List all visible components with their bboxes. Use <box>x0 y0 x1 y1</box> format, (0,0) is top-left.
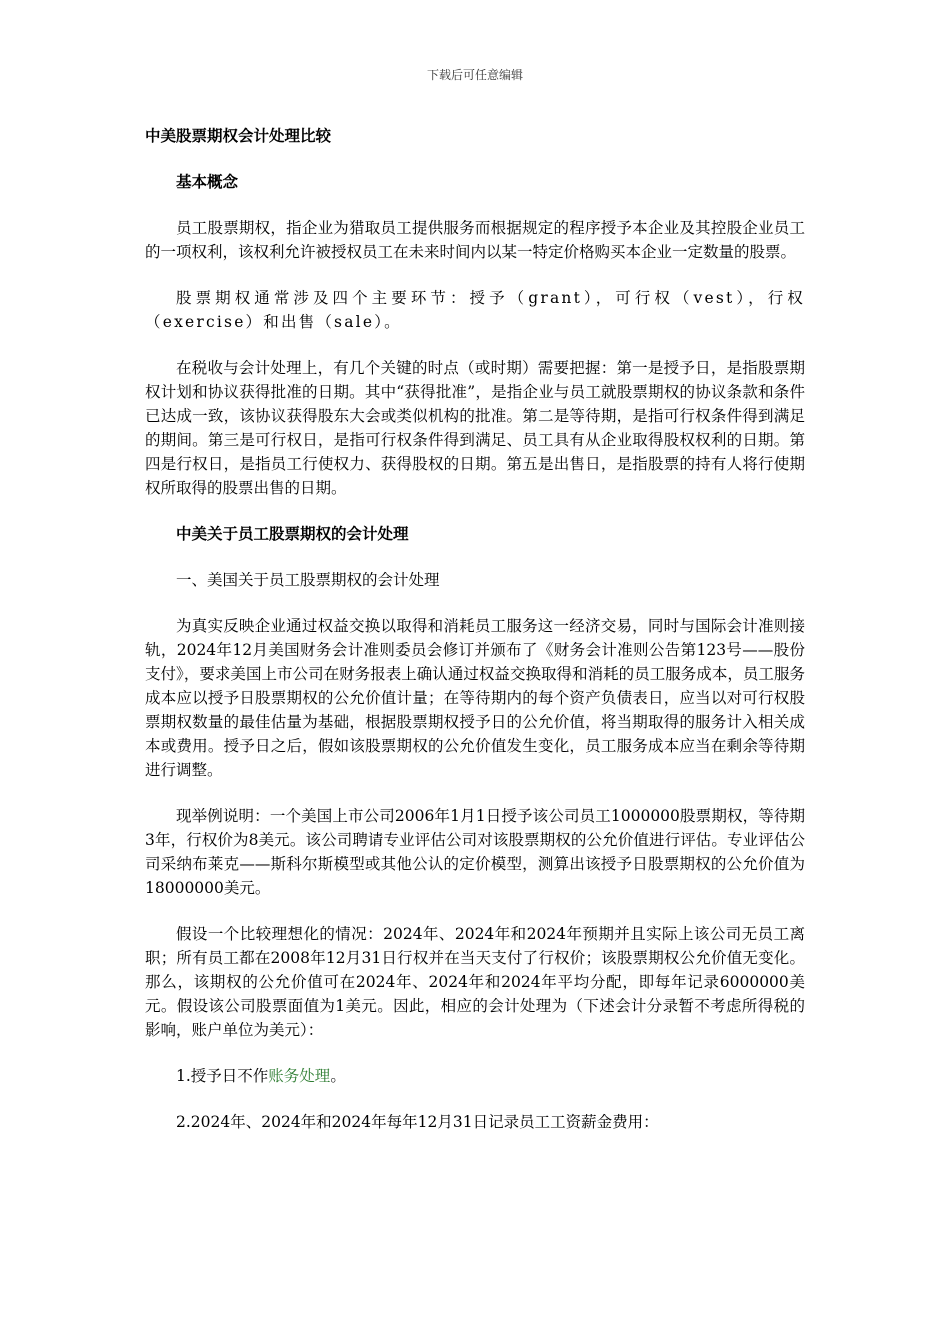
list-item-text-end: 。 <box>330 1067 346 1085</box>
header-note: 下载后可任意编辑 <box>426 68 523 82</box>
list-item-grant-date <box>145 1064 805 1088</box>
accounting-link[interactable]: 账务处理 <box>268 1067 331 1085</box>
list-item-salary-expense: 2.2024年、2024年和2024年每年12月31日记录员工工资薪金费用： <box>176 1113 659 1131</box>
document-title: 中美股票期权会计处理比较 <box>145 126 332 145</box>
paragraph-definition: 员工股票期权，指企业为猎取员工提供服务而根据规定的程序授予本企业及其控股企业员工的一项权利，该权利允许被授权员工在未来时间内以某一特定价格购买本企业一定数量的股票。 <box>145 219 805 261</box>
document-body <box>145 124 805 1156</box>
paragraph-four-stages: 股票期权通常涉及四个主要环节：授予（grant），可行权（vest），行权（exercise）和出售（sale）。 <box>145 289 805 331</box>
subsection-title-us: 一、美国关于员工股票期权的会计处理 <box>176 571 440 589</box>
paragraph-example: 现举例说明：一个美国上市公司2006年1月1日授予该公司员工1000000股票期权，等待期3年，行权价为8美元。该公司聘请专业评估公司对该股票期权的公允价值进行评估。专业评估公司采纳布莱克——斯科尔斯模型或其他公认的定价模型，测算出该授予日股票期权的公允价值为18000000美元。 <box>145 807 805 897</box>
section-title-accounting: 中美关于员工股票期权的会计处理 <box>176 524 409 543</box>
section-title-basic-concepts: 基本概念 <box>176 172 239 191</box>
paragraph-fasb-standard: 为真实反映企业通过权益交换以取得和消耗员工服务这一经济交易，同时与国际会计准则接轨，2024年12月美国财务会计准则委员会修订并颁布了《财务会计准则公告第123号——股份支付》，要求美国上市公司在财务报表上确认通过权益交换取得和消耗的员工服务成本，员工服务成本应以授予日股票期权的公允价值计量；在等待期内的每个资产负债表日，应当以对可行权股票期权数量的最佳估量为基础，根据股票期权授予日的公允价值，将当期取得的服务计入相关成本或费用。授予日之后，假如该股票期权的公允价值发生变化，员工服务成本应当在剩余等待期进行调整。 <box>145 617 805 779</box>
paragraph-assumption: 假设一个比较理想化的情况：2024年、2024年和2024年预期并且实际上该公司无员工离职；所有员工都在2008年12月31日行权并在当天支付了行权价；该股票期权公允价值无变化。那么，该期权的公允价值可在2024年、2024年和2024年平均分配，即每年记录6000000美元。假设该公司股票面值为1美元。因此，相应的会计处理为（下述会计分录暂不考虑所得税的影响，账户单位为美元）： <box>145 925 805 1039</box>
paragraph-key-dates: 在税收与会计处理上，有几个关键的时点（或时期）需要把握：第一是授予日，是指股票期权计划和协议获得批准的日期。其中“获得批准”，是指企业与员工就股票期权的协议条款和条件已达成一致，该协议获得股东大会或类似机构的批准。第二是等待期，是指可行权条件得到满足的期间。第三是可行权日，是指可行权条件得到满足、员工具有从企业取得股权权利的日期。第四是行权日，是指员工行使权力、获得股权的日期。第五是出售日，是指股票的持有人将行使期权所取得的股票出售的日期。 <box>145 359 805 497</box>
list-item-text: 1.授予日不作 <box>176 1067 269 1085</box>
